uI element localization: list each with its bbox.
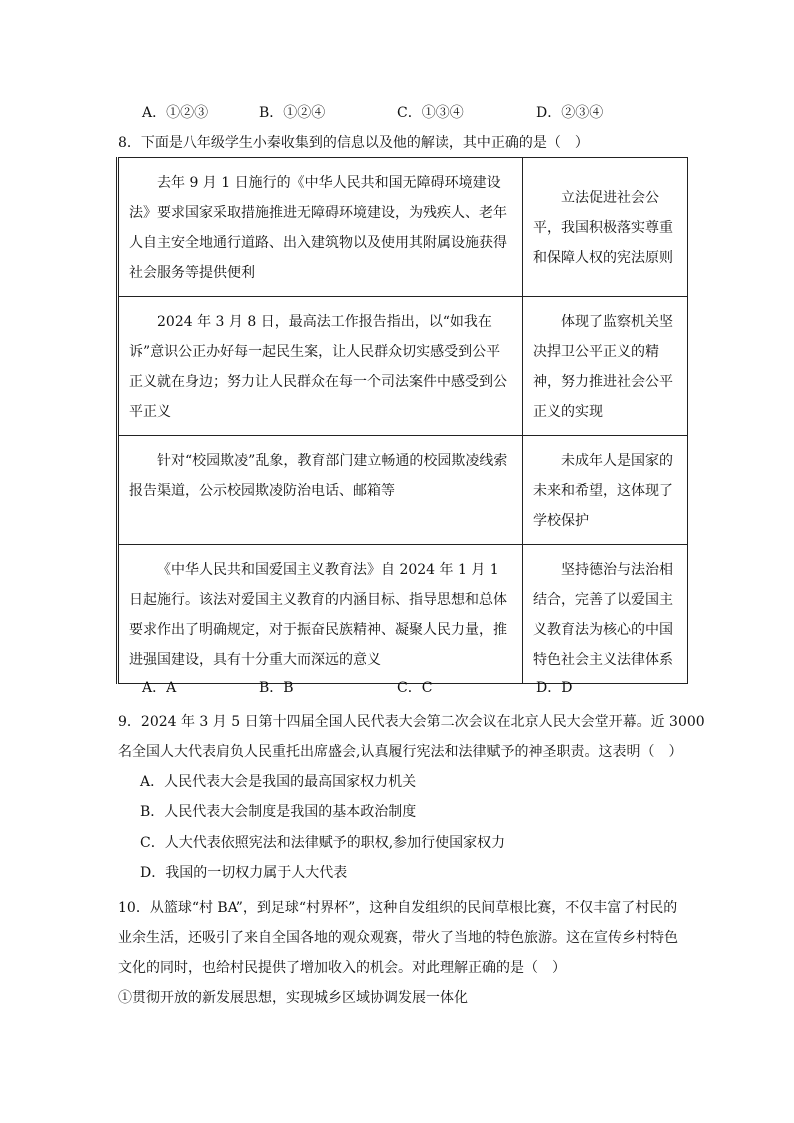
q10-stem-line1: 10．从篮球“村 BA”，到足球“村界杯”，这种自发组织的民间草根比赛，不仅丰富了村民的 [118, 900, 678, 916]
table-row [118, 436, 688, 545]
q9-option-a[interactable]: A．人民代表大会是我国的最高国家权力机关 [140, 774, 417, 790]
q10-stem-line2: 业余生活，还吸引了来自全国各地的观众观赛，带火了当地的特色旅游。这在宣传乡村特色 [118, 930, 678, 946]
table-row [118, 158, 688, 297]
q8-stem: 8．下面是八年级学生小秦收集到的信息以及他的解读，其中正确的是（ ） [118, 135, 589, 151]
q8-option-c[interactable]: C．C [397, 680, 433, 696]
q8-row4-reading: 坚持德治与法治相结合，完善了以爱国主义教育法为核心的中国特色社会主义法律体系 [523, 545, 688, 684]
table-row [118, 297, 688, 436]
q8-option-d[interactable]: D．D [536, 680, 573, 696]
q10-stem-line3: 文化的同时，也给村民提供了增加收入的机会。对此理解正确的是（ ） [118, 960, 566, 976]
q9-stem-line1: 9．2024 年 3 月 5 日第十四届全国人民代表大会第二次会议在北京人民大会堂开幕。近 3000 [118, 714, 705, 730]
q9-option-b[interactable]: B．人民代表大会制度是我国的基本政治制度 [140, 804, 417, 820]
q8-row4-info: 《中华人民共和国爱国主义教育法》自 2024 年 1 月 1 日起施行。该法对爱国主义教育的内涵目标、指导思想和总体要求作出了明确规定，对于振奋民族精神、凝聚人民力量，推进强国建设，具有十分重大而深远的意义 [118, 545, 523, 684]
q8-row2-info: 2024 年 3 月 8 日，最高法工作报告指出，以“如我在诉”意识公正办好每一起民生案，让人民群众切实感受到公平正义就在身边；努力让人民群众在每一个司法案件中感受到公平正义 [118, 297, 523, 436]
q8-row1-reading: 立法促进社会公平，我国积极落实尊重和保障人权的宪法原则 [523, 158, 688, 297]
q8-row3-info: 针对“校园欺凌”乱象，教育部门建立畅通的校园欺凌线索报告渠道，公示校园欺凌防治电话、邮箱等 [118, 436, 523, 545]
q9-stem-line2: 名全国人大代表肩负人民重托出席盛会,认真履行宪法和法律赋予的神圣职责。这表明（ ） [118, 744, 683, 760]
table-row [118, 545, 688, 684]
q8-row2-reading: 体现了监察机关坚决捍卫公平正义的精神，努力推进社会公平正义的实现 [523, 297, 688, 436]
q8-row3-reading: 未成年人是国家的未来和希望，这体现了学校保护 [523, 436, 688, 545]
q10-item1[interactable]: ①贯彻开放的新发展思想，实现城乡区域协调发展一体化 [118, 990, 468, 1006]
q8-table [116, 157, 688, 684]
q7-option-c[interactable]: C．①③④ [397, 105, 464, 121]
q8-option-b[interactable]: B．B [259, 680, 294, 696]
q9-option-d[interactable]: D．我国的一切权力属于人大代表 [140, 865, 348, 881]
q7-option-b[interactable]: B．①②④ [259, 105, 326, 121]
q7-option-a[interactable]: A．①②③ [142, 105, 209, 121]
q9-option-c[interactable]: C．人大代表依照宪法和法律赋予的职权,参加行使国家权力 [140, 835, 506, 851]
q8-option-a[interactable]: A．A [142, 680, 177, 696]
q8-row1-info: 去年 9 月 1 日施行的《中华人民共和国无障碍环境建设法》要求国家采取措施推进无障碍环境建设，为残疾人、老年人自主安全地通行道路、出入建筑物以及使用其附属设施获得社会服务等提供便利 [118, 158, 523, 297]
q7-option-d[interactable]: D．②③④ [536, 105, 604, 121]
